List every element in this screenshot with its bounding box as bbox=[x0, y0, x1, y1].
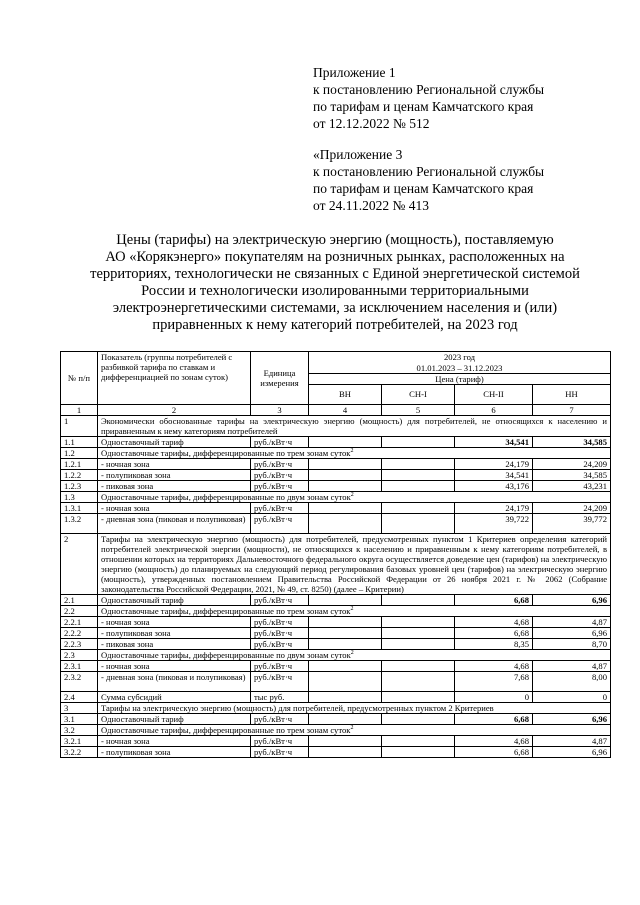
appendix-3-line: «Приложение 3 bbox=[313, 147, 403, 162]
value-sn1 bbox=[382, 671, 455, 691]
row-number: 3.1 bbox=[61, 713, 98, 724]
value-sn1 bbox=[382, 469, 455, 480]
value-nn: 4,87 bbox=[533, 616, 611, 627]
row-number: 1.2.1 bbox=[61, 458, 98, 469]
header-col-vn: ВН bbox=[309, 384, 382, 404]
row-number: 1.3.2 bbox=[61, 513, 98, 533]
value-sn1 bbox=[382, 436, 455, 447]
header-num: № п/п bbox=[61, 352, 98, 405]
row-number: 2.2 bbox=[61, 605, 98, 616]
row-number: 2.3.1 bbox=[61, 660, 98, 671]
row-number: 3.2 bbox=[61, 724, 98, 735]
appendix-1-block bbox=[313, 64, 544, 132]
row-number: 3.2.2 bbox=[61, 746, 98, 757]
appendix-3-line: по тарифам и ценам Камчатского края bbox=[313, 181, 534, 196]
appendix-1-line: от 12.12.2022 № 512 bbox=[313, 116, 430, 131]
header-year: 2023 год bbox=[309, 352, 611, 363]
row-label: - ночная зона bbox=[98, 502, 251, 513]
footnote-mark: 2 bbox=[350, 447, 354, 454]
row-label: - ночная зона bbox=[98, 458, 251, 469]
value-nn: 34,585 bbox=[533, 469, 611, 480]
row-unit: руб./кВт·ч bbox=[251, 616, 309, 627]
value-sn2: 4,68 bbox=[455, 616, 533, 627]
table-row bbox=[61, 660, 611, 671]
title-line: приравненных к нему категорий потребителей, на 2023 год bbox=[152, 317, 518, 333]
value-nn: 39,772 bbox=[533, 513, 611, 533]
table-body bbox=[61, 415, 611, 757]
row-number: 2.3.2 bbox=[61, 671, 98, 691]
value-nn: 8,00 bbox=[533, 671, 611, 691]
section-row bbox=[61, 533, 611, 594]
value-sn2: 4,68 bbox=[455, 660, 533, 671]
row-number: 1.2.3 bbox=[61, 480, 98, 491]
appendix-1-line: к постановлению Региональной службы bbox=[313, 82, 545, 97]
value-vn bbox=[309, 458, 382, 469]
row-label: - пиковая зона bbox=[98, 480, 251, 491]
footnote-mark: 2 bbox=[350, 649, 354, 656]
row-number: 2.4 bbox=[61, 691, 98, 702]
row-label: - ночная зона bbox=[98, 735, 251, 746]
col-number: 1 bbox=[61, 404, 98, 415]
row-label: - ночная зона bbox=[98, 660, 251, 671]
value-sn1 bbox=[382, 594, 455, 605]
value-nn: 0 bbox=[533, 691, 611, 702]
value-nn: 6,96 bbox=[533, 713, 611, 724]
col-number: 5 bbox=[382, 404, 455, 415]
section-row bbox=[61, 605, 611, 616]
table-row bbox=[61, 513, 611, 533]
row-label: Сумма субсидий bbox=[98, 691, 251, 702]
col-number: 4 bbox=[309, 404, 382, 415]
value-sn2: 34,541 bbox=[455, 436, 533, 447]
tariff-table bbox=[60, 351, 611, 758]
row-number: 2.2.3 bbox=[61, 638, 98, 649]
section-title bbox=[98, 702, 611, 713]
appendix-1-line: по тарифам и ценам Камчатского края bbox=[313, 99, 534, 114]
row-number: 2.2.1 bbox=[61, 616, 98, 627]
appendix-3-line: к постановлению Региональной службы bbox=[313, 164, 545, 179]
value-sn2: 6,68 bbox=[455, 627, 533, 638]
section-row bbox=[61, 724, 611, 735]
header-col-sn1: СН-I bbox=[382, 384, 455, 404]
value-nn: 6,96 bbox=[533, 594, 611, 605]
value-sn2: 6,68 bbox=[455, 594, 533, 605]
appendix-3-line: от 24.11.2022 № 413 bbox=[313, 198, 429, 213]
header-period bbox=[309, 363, 611, 385]
table-header bbox=[61, 352, 611, 416]
appendix-3-block bbox=[313, 146, 544, 214]
section-row bbox=[61, 447, 611, 458]
title-line: АО «Корякэнерго» покупателям на розничных рынках, расположенных на bbox=[105, 249, 565, 265]
value-sn1 bbox=[382, 735, 455, 746]
row-unit: руб./кВт·ч bbox=[251, 594, 309, 605]
value-nn: 24,209 bbox=[533, 458, 611, 469]
value-vn bbox=[309, 502, 382, 513]
row-label: Одноставочный тариф bbox=[98, 594, 251, 605]
section-title bbox=[98, 724, 611, 735]
section-text: Одноставочные тарифы, дифференцированные по трем зонам суток bbox=[101, 724, 351, 735]
header-period-text: 01.01.2023 – 31.12.2023 bbox=[416, 362, 503, 373]
value-vn bbox=[309, 638, 382, 649]
value-sn1 bbox=[382, 480, 455, 491]
table-row bbox=[61, 627, 611, 638]
value-sn2: 39,722 bbox=[455, 513, 533, 533]
header-col-sn2: СН-II bbox=[455, 384, 533, 404]
table-row bbox=[61, 469, 611, 480]
section-text: Одноставочные тарифы, дифференцированные по двум зонам суток bbox=[101, 491, 351, 502]
title-line: Цены (тарифы) на электрическую энергию (мощность), поставляемую bbox=[116, 232, 554, 248]
section-text: Одноставочные тарифы, дифференцированные по трем зонам суток bbox=[101, 605, 351, 616]
header-unit: Единица измерения bbox=[251, 352, 309, 405]
section-title bbox=[98, 415, 611, 436]
table-row bbox=[61, 671, 611, 691]
value-sn1 bbox=[382, 458, 455, 469]
row-unit: руб./кВт·ч bbox=[251, 502, 309, 513]
value-sn1 bbox=[382, 638, 455, 649]
header-indicator: Показатель (группы потребителей с разбивкой тарифа по ставкам и дифференциацией по зонам суток) bbox=[98, 352, 251, 405]
row-unit: руб./кВт·ч bbox=[251, 660, 309, 671]
section-text: Одноставочные тарифы, дифференцированные по двум зонам суток bbox=[101, 649, 351, 660]
document-title bbox=[60, 232, 610, 334]
row-number: 3.2.1 bbox=[61, 735, 98, 746]
row-number: 2.2.2 bbox=[61, 627, 98, 638]
section-row bbox=[61, 649, 611, 660]
table-row bbox=[61, 746, 611, 757]
section-row bbox=[61, 491, 611, 502]
row-unit: руб./кВт·ч bbox=[251, 436, 309, 447]
value-vn bbox=[309, 627, 382, 638]
row-label: - полупиковая зона bbox=[98, 746, 251, 757]
title-line: электроэнергетическими системами, за исключением населения и (или) bbox=[112, 300, 558, 316]
value-vn bbox=[309, 746, 382, 757]
row-number: 2.1 bbox=[61, 594, 98, 605]
row-number: 2.3 bbox=[61, 649, 98, 660]
header-price: Цена (тариф) bbox=[309, 373, 610, 384]
value-vn bbox=[309, 671, 382, 691]
row-unit: руб./кВт·ч bbox=[251, 480, 309, 491]
row-label: - пиковая зона bbox=[98, 638, 251, 649]
row-number: 1.3 bbox=[61, 491, 98, 502]
value-sn2: 6,68 bbox=[455, 746, 533, 757]
value-sn2: 8,35 bbox=[455, 638, 533, 649]
value-nn: 8,70 bbox=[533, 638, 611, 649]
value-sn1 bbox=[382, 616, 455, 627]
section-row bbox=[61, 415, 611, 436]
value-vn bbox=[309, 691, 382, 702]
footnote-mark: 2 bbox=[350, 605, 354, 612]
title-line: территориях, технологически не связанных с Единой энергетической системой bbox=[90, 266, 580, 282]
value-sn2: 24,179 bbox=[455, 502, 533, 513]
row-unit: руб./кВт·ч bbox=[251, 458, 309, 469]
row-unit: руб./кВт·ч bbox=[251, 671, 309, 691]
col-number: 3 bbox=[251, 404, 309, 415]
value-vn bbox=[309, 616, 382, 627]
section-title bbox=[98, 491, 611, 502]
value-sn2: 0 bbox=[455, 691, 533, 702]
value-sn1 bbox=[382, 691, 455, 702]
row-unit: руб./кВт·ч bbox=[251, 469, 309, 480]
section-text: Одноставочные тарифы, дифференцированные по трем зонам суток bbox=[101, 447, 351, 458]
row-unit: руб./кВт·ч bbox=[251, 627, 309, 638]
table-row bbox=[61, 616, 611, 627]
value-nn: 24,209 bbox=[533, 502, 611, 513]
value-sn2: 4,68 bbox=[455, 735, 533, 746]
value-sn2: 6,68 bbox=[455, 713, 533, 724]
section-text: Тарифы на электрическую энергию (мощность) для потребителей, предусмотренных пунктом 2 Критериев bbox=[101, 702, 494, 713]
value-nn: 4,87 bbox=[533, 660, 611, 671]
row-unit: руб./кВт·ч bbox=[251, 713, 309, 724]
value-vn bbox=[309, 735, 382, 746]
row-unit: руб./кВт·ч bbox=[251, 638, 309, 649]
table-row bbox=[61, 713, 611, 724]
row-label: - полупиковая зона bbox=[98, 627, 251, 638]
row-label: - дневная зона (пиковая и полупиковая) bbox=[98, 513, 251, 533]
row-label: Одноставочный тариф bbox=[98, 436, 251, 447]
value-vn bbox=[309, 713, 382, 724]
table-row bbox=[61, 638, 611, 649]
col-number: 6 bbox=[455, 404, 533, 415]
value-sn1 bbox=[382, 513, 455, 533]
row-unit: руб./кВт·ч bbox=[251, 746, 309, 757]
value-sn1 bbox=[382, 627, 455, 638]
row-number: 1 bbox=[61, 415, 98, 436]
value-vn bbox=[309, 594, 382, 605]
value-vn bbox=[309, 660, 382, 671]
value-sn1 bbox=[382, 502, 455, 513]
value-sn1 bbox=[382, 713, 455, 724]
table-row bbox=[61, 594, 611, 605]
row-number: 3 bbox=[61, 702, 98, 713]
section-row bbox=[61, 702, 611, 713]
row-label: Одноставочный тариф bbox=[98, 713, 251, 724]
section-title bbox=[98, 649, 611, 660]
col-number: 7 bbox=[533, 404, 611, 415]
table-row bbox=[61, 458, 611, 469]
col-number: 2 bbox=[98, 404, 251, 415]
value-vn bbox=[309, 480, 382, 491]
header-col-nn: НН bbox=[533, 384, 611, 404]
value-sn2: 43,176 bbox=[455, 480, 533, 491]
value-nn: 43,231 bbox=[533, 480, 611, 491]
appendix-1-line: Приложение 1 bbox=[313, 65, 396, 80]
footnote-mark: 2 bbox=[350, 491, 354, 498]
value-vn bbox=[309, 436, 382, 447]
table-row bbox=[61, 691, 611, 702]
row-label: - ночная зона bbox=[98, 616, 251, 627]
value-nn: 6,96 bbox=[533, 627, 611, 638]
table-row bbox=[61, 436, 611, 447]
table-row bbox=[61, 480, 611, 491]
value-sn1 bbox=[382, 746, 455, 757]
title-line: России и технологически изолированными территориальными bbox=[141, 283, 529, 299]
row-label: - дневная зона (пиковая и полупиковая) bbox=[98, 671, 251, 691]
value-vn bbox=[309, 513, 382, 533]
section-text: Экономически обоснованные тарифы на электрическую энергию (мощность) для потребителей, не относящихся к населению и приравненным к нему категориям потребителей bbox=[101, 415, 608, 436]
row-number: 1.2.2 bbox=[61, 469, 98, 480]
section-title bbox=[98, 533, 611, 594]
value-vn bbox=[309, 469, 382, 480]
section-title bbox=[98, 447, 611, 458]
row-unit: руб./кВт·ч bbox=[251, 735, 309, 746]
value-nn: 6,96 bbox=[533, 746, 611, 757]
row-unit: руб./кВт·ч bbox=[251, 513, 309, 533]
table-row bbox=[61, 735, 611, 746]
table-row bbox=[61, 502, 611, 513]
value-sn2: 34,541 bbox=[455, 469, 533, 480]
value-sn1 bbox=[382, 660, 455, 671]
section-title bbox=[98, 605, 611, 616]
value-nn: 34,585 bbox=[533, 436, 611, 447]
footnote-mark: 2 bbox=[350, 724, 354, 731]
section-text: Тарифы на электрическую энергию (мощность) для потребителей, предусмотренных пунктом 1 Критериев определения категорий потребителей электрической энергии (мощности), не относящихся к населению и приравненным к нему категориям потребителей, в отношении которых на территориях Дальневосточного федерального округа осуществляется доведение цен (тарифов) на электрическую энергию (мощность) до планируемых на следующий период регулирования базовых уровней цен (тарифов) на электрическую энергию (мощность), утвержденных постановлением Правительства Российской Федерации от 26 ноября 2021 г. № 2062 (Собрание законодательства Российской Федерации, 2021, № 49, ст. 8250) (далее – Критерии) bbox=[101, 533, 608, 594]
row-number: 1.3.1 bbox=[61, 502, 98, 513]
row-unit: тыс руб. bbox=[251, 691, 309, 702]
row-number: 2 bbox=[61, 533, 98, 594]
value-sn2: 24,179 bbox=[455, 458, 533, 469]
row-label: - полупиковая зона bbox=[98, 469, 251, 480]
value-sn2: 7,68 bbox=[455, 671, 533, 691]
row-number: 1.1 bbox=[61, 436, 98, 447]
row-number: 1.2 bbox=[61, 447, 98, 458]
value-nn: 4,87 bbox=[533, 735, 611, 746]
